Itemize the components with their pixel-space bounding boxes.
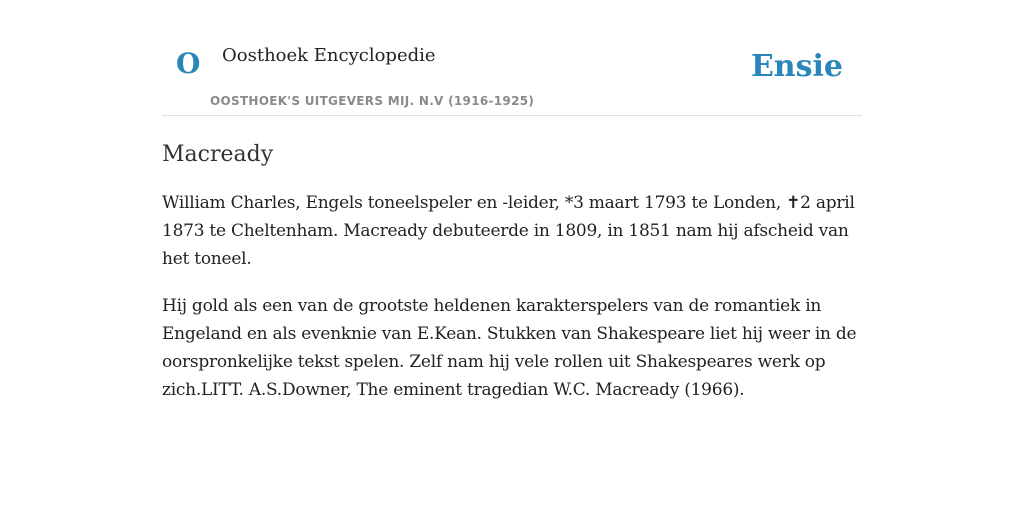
publisher-subtitle: OOSTHOEK'S UITGEVERS MIJ. N.V (1916-1925) bbox=[210, 94, 535, 108]
brand-logo-link[interactable]: Ensie bbox=[750, 49, 843, 84]
article-paragraph: Hij gold als een van de grootste heldenen karakterspelers van de romantiek in Engeland en als evenknie van E.Kean. Stukken van Shakespeare liet hij weer in de oorspronkelijke tekst spelen. Zelf nam hij vele rollen uit Shakespeares werk op zich.LITT. A.S.Downer, The eminent tragedian W.C. Macready (1966). bbox=[162, 296, 857, 401]
logo-icon[interactable]: O bbox=[176, 47, 201, 80]
encyclopedia-title-link[interactable]: Oosthoek Encyclopedie bbox=[222, 45, 436, 66]
article-paragraph: William Charles, Engels toneelspeler en -leider, *3 maart 1793 te Londen, ✝2 april 1873 te Cheltenham. Macready debuteerde in 1809, in 1851 nam hij afscheid van het toneel. bbox=[162, 193, 855, 270]
article-title: Macready bbox=[162, 142, 274, 167]
page-container bbox=[162, 0, 862, 404]
header bbox=[162, 0, 862, 116]
